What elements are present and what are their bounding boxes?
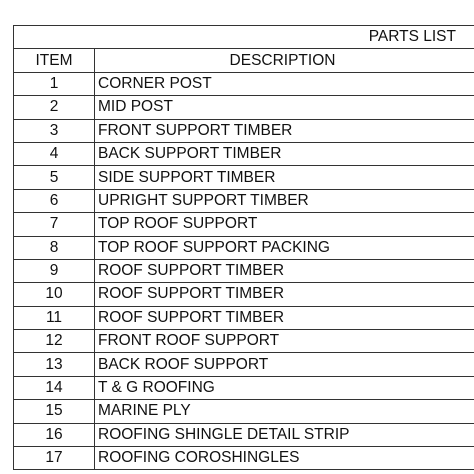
item-description: FRONT ROOF SUPPORT: [95, 330, 474, 353]
table-row: [14, 447, 474, 470]
table-row: [14, 306, 474, 329]
item-number: 13: [14, 353, 95, 376]
item-description: ROOFING COROSHINGLES: [95, 447, 474, 470]
header-row: [14, 49, 474, 72]
item-number: 3: [14, 119, 95, 142]
table-row: [14, 166, 474, 189]
description-column-header: DESCRIPTION: [95, 49, 474, 72]
item-description: BACK SUPPORT TIMBER: [95, 142, 474, 165]
table-row: [14, 353, 474, 376]
title-row: [14, 26, 474, 49]
item-number: 11: [14, 306, 95, 329]
table-row: [14, 259, 474, 282]
item-number: 6: [14, 189, 95, 212]
item-description: ROOF SUPPORT TIMBER: [95, 259, 474, 282]
table-row: [14, 330, 474, 353]
table-row: [14, 142, 474, 165]
table-row: [14, 119, 474, 142]
item-description: ROOFING SHINGLE DETAIL STRIP: [95, 423, 474, 446]
table-row: [14, 283, 474, 306]
table-row: [14, 376, 474, 399]
item-description: MARINE PLY: [95, 400, 474, 423]
item-column-header: ITEM: [14, 49, 95, 72]
item-description: CORNER POST: [95, 72, 474, 95]
item-description: SIDE SUPPORT TIMBER: [95, 166, 474, 189]
item-number: 17: [14, 447, 95, 470]
table-row: [14, 213, 474, 236]
table-row: [14, 189, 474, 212]
item-number: 5: [14, 166, 95, 189]
item-number: 15: [14, 400, 95, 423]
item-number: 10: [14, 283, 95, 306]
item-number: 16: [14, 423, 95, 446]
item-description: BACK ROOF SUPPORT: [95, 353, 474, 376]
table-row: [14, 423, 474, 446]
parts-list-table: [13, 25, 474, 470]
item-number: 7: [14, 213, 95, 236]
parts-list-title-cell: [14, 26, 474, 49]
item-description: ROOF SUPPORT TIMBER: [95, 283, 474, 306]
table-row: [14, 96, 474, 119]
parts-list-title: PARTS LIST: [368, 28, 456, 46]
table-row: [14, 236, 474, 259]
item-number: 12: [14, 330, 95, 353]
item-description: MID POST: [95, 96, 474, 119]
item-number: 8: [14, 236, 95, 259]
item-description: TOP ROOF SUPPORT PACKING: [95, 236, 474, 259]
table-row: [14, 400, 474, 423]
item-number: 4: [14, 142, 95, 165]
table-row: [14, 72, 474, 95]
parts-list-sheet: [13, 25, 474, 474]
item-description: TOP ROOF SUPPORT: [95, 213, 474, 236]
item-number: 14: [14, 376, 95, 399]
item-description: UPRIGHT SUPPORT TIMBER: [95, 189, 474, 212]
item-description: ROOF SUPPORT TIMBER: [95, 306, 474, 329]
item-description: FRONT SUPPORT TIMBER: [95, 119, 474, 142]
item-description: T & G ROOFING: [95, 376, 474, 399]
item-number: 2: [14, 96, 95, 119]
item-number: 9: [14, 259, 95, 282]
item-number: 1: [14, 72, 95, 95]
